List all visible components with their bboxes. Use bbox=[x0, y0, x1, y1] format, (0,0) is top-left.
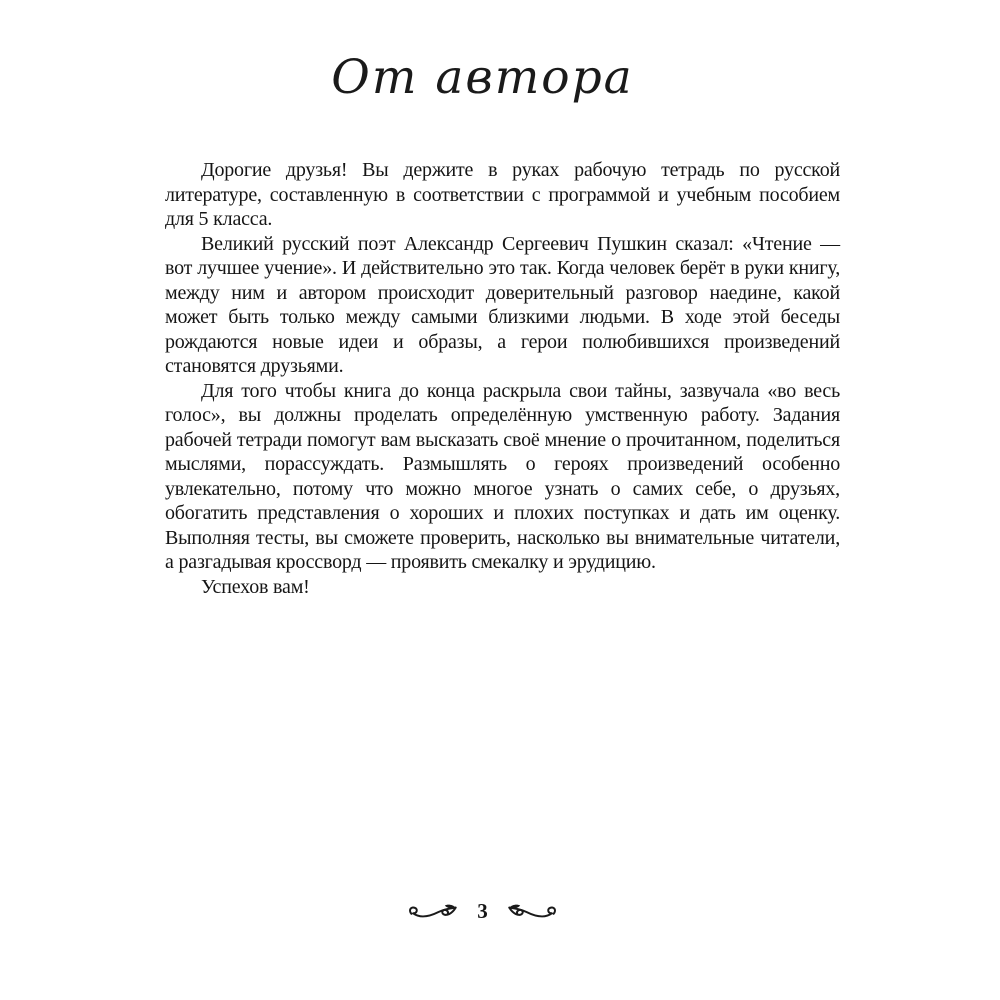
body-text bbox=[165, 158, 840, 599]
paragraph-good-luck: Успехов вам! bbox=[201, 575, 310, 598]
page-number: 3 bbox=[477, 898, 488, 923]
page-footer bbox=[145, 900, 820, 924]
paragraph-intro: Дорогие друзья! Вы держите в руках рабочую тетрадь по русской литературе, составленную в соответствии с программой и учебным пособием для 5 класса. bbox=[165, 159, 840, 230]
flourish-right-icon bbox=[503, 900, 559, 924]
paragraph-workbook-purpose: Для того чтобы книга до конца раскрыла свои тайны, зазвучала «во весь голос», вы должны проделать определённую умственную работу. Задания рабочей тетради помогут вам высказать своё мнение о прочитанном, поделиться мыслями, порассуждать. Размышлять о героях произведений особенно увлекательно, потому что можно многое узнать о самих себе, о друзьях, обогатить представления о хороших и плохих поступках и дать им оценку. Выполняя тесты, вы сможете проверить, насколько вы внимательные читатели, а разгадывая кроссворд — проявить смекалку и эрудицию. bbox=[165, 379, 840, 573]
flourish-left-icon bbox=[406, 900, 462, 924]
page-title: От автора bbox=[331, 50, 634, 105]
paragraph-pushkin-quote: Великий русский поэт Александр Сергеевич Пушкин сказал: «Чтение — вот лучшее учение». И действительно это так. Когда человек берёт в руки книгу, между ним и автором происходит доверительный разговор наедине, какой может быть только между самыми близкими людьми. В ходе этой беседы рождаются новые идеи и образы, а герои полюбившихся произведений становятся друзьями. bbox=[165, 232, 840, 377]
